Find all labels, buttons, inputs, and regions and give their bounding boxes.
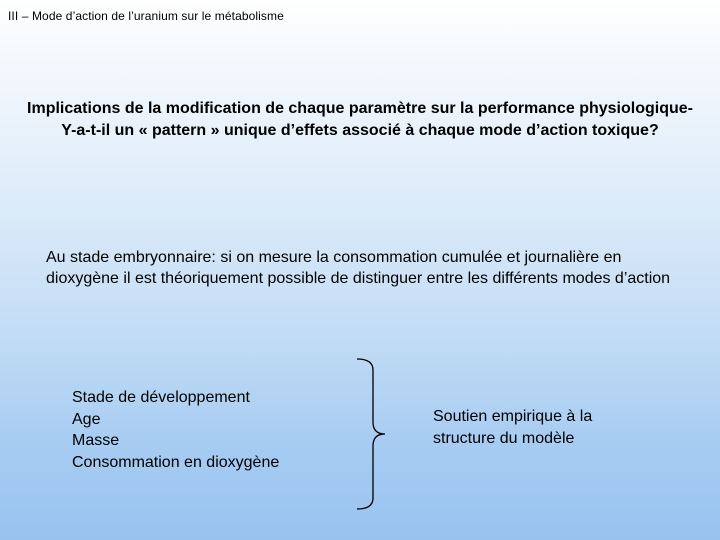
parameter-list bbox=[72, 387, 279, 473]
conclusion-text: Soutien empirique à la structure du modèle bbox=[433, 408, 593, 447]
parameter-item: Stade de développement bbox=[72, 389, 250, 406]
parameter-item: Age bbox=[72, 410, 101, 428]
parameter-item: Consommation en dioxygène bbox=[72, 453, 280, 471]
parameter-item: Masse bbox=[72, 432, 120, 449]
body-paragraph: Au stade embryonnaire: si on mesure la consommation cumulée et journalière en dioxygène il est théoriquement possible de distinguer entre les différents modes d’action bbox=[46, 249, 671, 287]
slide-title: Implications de la modification de chaque paramètre sur la performance physiologique- Y-a-t-il un « pattern » unique d’effets associé à chaque mode d’action toxique? bbox=[27, 100, 693, 139]
slide-header: III – Mode d’action de l’uranium sur le métabolisme bbox=[8, 9, 284, 23]
right-brace-icon bbox=[356, 356, 392, 512]
